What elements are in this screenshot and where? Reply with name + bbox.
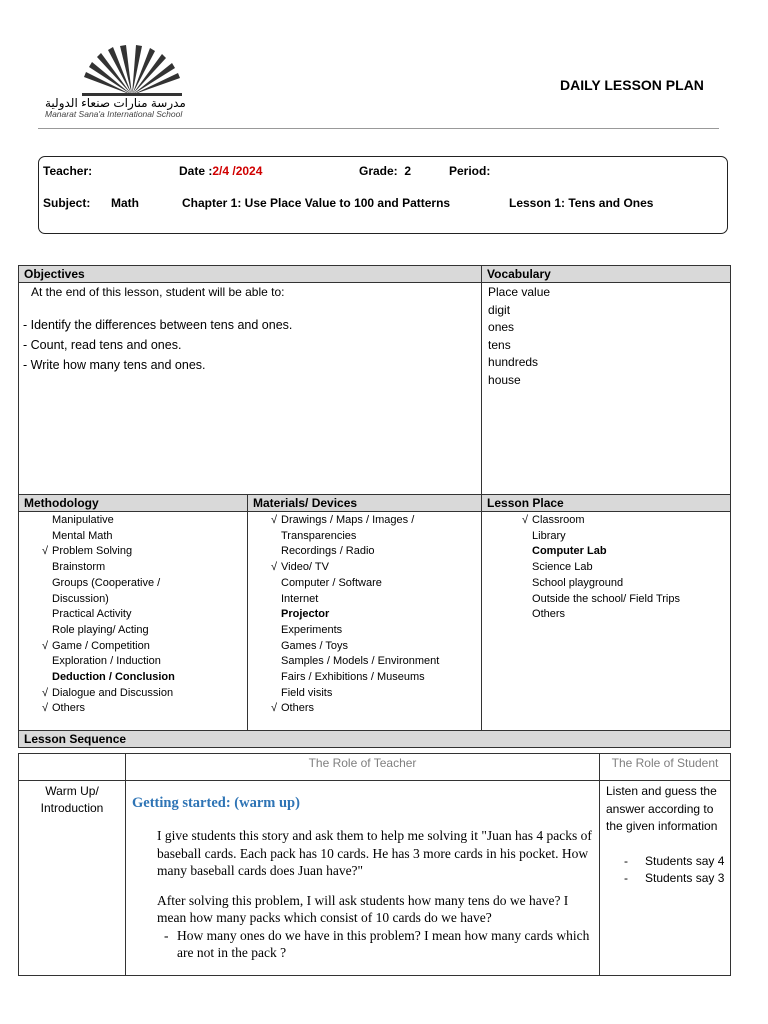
vocabulary-header: Vocabulary — [482, 266, 731, 283]
vocabulary-item: tens — [488, 337, 511, 352]
lesson-place-item — [513, 592, 730, 608]
check-mark-icon: √ — [41, 686, 48, 699]
material-item — [262, 576, 481, 592]
teacher-bullet — [126, 927, 599, 966]
material-item — [262, 607, 481, 623]
methodology-item-label: Mental Math — [52, 529, 113, 542]
lesson-place-item-label: Classroom — [532, 514, 585, 526]
date-field — [179, 164, 262, 178]
methodology-item — [33, 623, 247, 639]
lesson-place-header: Lesson Place — [482, 495, 731, 512]
grade-field — [359, 164, 411, 178]
objectives-header: Objectives — [19, 266, 482, 283]
lesson-place-item — [513, 560, 730, 576]
lesson-place-cell — [482, 512, 731, 731]
getting-started-heading: Getting started: (warm up) — [132, 795, 300, 811]
lesson-place-list — [482, 512, 730, 623]
material-item — [262, 529, 481, 545]
check-mark-icon: √ — [41, 702, 48, 715]
period-label: Period: — [449, 164, 491, 178]
teacher-paragraph-1: I give students this story and ask them to help me solving it "Juan has 4 packs of baseball cards. Each pack has 10 cards. He has 3 more cards in his pocket. How many baseball cards does Juan have?" — [157, 828, 592, 878]
lesson-place-item — [513, 544, 730, 560]
school-name-arabic: مدرسة منارات صنعاء الدولية — [45, 96, 186, 110]
methodology-item-label: Practical Activity — [52, 608, 132, 621]
objective-item: - Write how many tens and ones. — [23, 358, 206, 372]
objectives-cell — [19, 283, 482, 495]
methodology-item-label: Exploration / Induction — [52, 655, 161, 668]
methodology-item — [33, 576, 247, 592]
school-logo — [80, 45, 185, 97]
lesson-place-item — [513, 513, 730, 529]
lesson-place-item — [513, 529, 730, 545]
methodology-item — [33, 607, 247, 623]
methodology-item-label: Dialogue and Discussion — [52, 686, 174, 699]
student-answer: - Students say 4 — [624, 853, 725, 868]
check-mark-icon: √ — [270, 702, 277, 715]
material-item — [262, 701, 481, 717]
methodology-item-label: Problem Solving — [52, 545, 133, 558]
methodology-item-label: Groups (Cooperative / — [52, 576, 161, 589]
chapter-title: Chapter 1: Use Place Value to 100 and Patterns — [182, 196, 451, 210]
methodology-item — [33, 686, 247, 702]
student-role-cell — [600, 781, 731, 976]
materials-cell — [248, 512, 482, 731]
material-item-label: Samples / Models / Environment — [281, 655, 440, 668]
vocabulary-cell — [482, 283, 731, 495]
methodology-item-label: Discussion) — [52, 592, 109, 605]
material-item — [262, 560, 481, 576]
stage-header-cell — [19, 754, 126, 781]
lesson-title: Lesson 1: Tens and Ones — [509, 196, 654, 210]
check-mark-icon: √ — [41, 545, 48, 558]
vocabulary-item: ones — [488, 320, 515, 334]
vocabulary-item: house — [488, 372, 521, 387]
methodology-cell — [19, 512, 248, 731]
materials-header: Materials/ Devices — [248, 495, 482, 512]
material-item-label: Field visits — [281, 686, 333, 699]
lesson-place-item-label: Library — [532, 529, 566, 542]
lesson-place-item-label: Outside the school/ Field Trips — [532, 592, 680, 605]
student-answers — [600, 836, 730, 887]
objectives-list — [19, 300, 481, 375]
check-mark-icon: √ — [270, 514, 277, 526]
teacher-role-header: The Role of Teacher — [126, 754, 600, 781]
header-divider — [38, 128, 719, 129]
stage-label: Warm Up/ Introduction — [40, 784, 104, 815]
material-item — [262, 654, 481, 670]
grade-value: 2 — [404, 164, 412, 178]
methodology-item-label: Game / Competition — [52, 639, 150, 652]
methodology-list — [19, 512, 247, 717]
teacher-role-cell — [126, 781, 600, 976]
subject-label: Subject: — [43, 196, 91, 210]
check-mark-icon: √ — [521, 514, 529, 526]
methodology-item — [33, 654, 247, 670]
teacher-bullet-text: How many ones do we have in this problem? I mean how many cards which are not in the pack ? — [177, 927, 590, 960]
methodology-item — [33, 639, 247, 655]
lesson-place-item — [513, 607, 730, 623]
materials-list — [248, 512, 481, 717]
school-name-english: Manarat Sana'a International School — [45, 109, 183, 119]
objectives-intro: At the end of this lesson, student will be able to: — [31, 285, 285, 299]
methodology-item — [33, 560, 247, 576]
lesson-place-item-label: School playground — [532, 576, 624, 589]
lesson-place-item-label: Computer Lab — [532, 545, 607, 558]
student-answer: - Students say 3 — [624, 870, 725, 885]
material-item — [262, 639, 481, 655]
material-item-label: Internet — [281, 592, 319, 605]
material-item-label: Recordings / Radio — [281, 545, 375, 558]
material-item-label: Video/ TV — [281, 561, 329, 574]
methodology-item — [33, 670, 247, 686]
material-item-label: Games / Toys — [281, 639, 349, 652]
stage-warm-up — [19, 781, 126, 976]
check-mark-icon: √ — [270, 561, 277, 574]
vocabulary-item: hundreds — [488, 355, 539, 369]
material-item-label: Experiments — [281, 623, 343, 636]
methodology-item — [33, 529, 247, 545]
teacher-paragraph-2: After solving this problem, I will ask students how many tens do we have? I mean how many packs which consist of 10 cards do we have? — [157, 892, 569, 925]
methodology-item — [33, 592, 247, 608]
bullet-dash: - — [164, 927, 169, 943]
methodology-item — [33, 544, 247, 560]
lesson-place-item — [513, 576, 730, 592]
lesson-place-item-label: Science Lab — [532, 561, 593, 574]
material-item-label: Transparencies — [281, 529, 357, 542]
lesson-place-item-label: Others — [532, 608, 566, 621]
material-item — [262, 544, 481, 560]
vocabulary-list — [482, 283, 730, 389]
document-title: DAILY LESSON PLAN — [560, 77, 704, 93]
material-item-label: Fairs / Exhibitions / Museums — [281, 671, 425, 684]
lesson-info-box — [38, 156, 728, 234]
lesson-sequence-table — [18, 753, 731, 976]
methodology-item-label: Brainstorm — [52, 561, 106, 574]
check-mark-icon: √ — [41, 639, 48, 652]
teacher-label: Teacher: — [43, 164, 93, 178]
objective-item: - Identify the differences between tens and ones. — [23, 318, 293, 332]
student-intro: Listen and guess the answer according to the given information — [606, 784, 718, 833]
material-item-label: Drawings / Maps / Images / — [281, 514, 415, 526]
student-role-header: The Role of Student — [600, 754, 731, 781]
grade-label: Grade: — [359, 164, 398, 178]
material-item — [262, 686, 481, 702]
objective-item: - Count, read tens and ones. — [23, 338, 182, 352]
lesson-sequence-header: Lesson Sequence — [19, 731, 731, 748]
methodology-item — [33, 701, 247, 717]
material-item-label: Others — [281, 702, 315, 715]
material-item — [262, 592, 481, 608]
material-item — [262, 623, 481, 639]
material-item-label: Computer / Software — [281, 576, 382, 589]
date-value: 2/4 /2024 — [212, 164, 263, 178]
methodology-header: Methodology — [19, 495, 248, 512]
methodology-item-label: Role playing/ Acting — [52, 623, 149, 636]
material-item — [262, 670, 481, 686]
subject-value: Math — [111, 196, 139, 210]
material-item — [262, 513, 481, 529]
vocabulary-item: Place value — [488, 285, 551, 299]
vocabulary-item: digit — [488, 302, 511, 317]
methodology-item — [33, 513, 247, 529]
date-label: Date : — [179, 164, 213, 178]
methodology-item-label: Others — [52, 702, 86, 715]
lesson-plan-table — [18, 265, 731, 748]
material-item-label: Projector — [281, 608, 330, 621]
methodology-item-label: Deduction / Conclusion — [52, 671, 175, 684]
methodology-item-label: Manipulative — [52, 514, 114, 526]
